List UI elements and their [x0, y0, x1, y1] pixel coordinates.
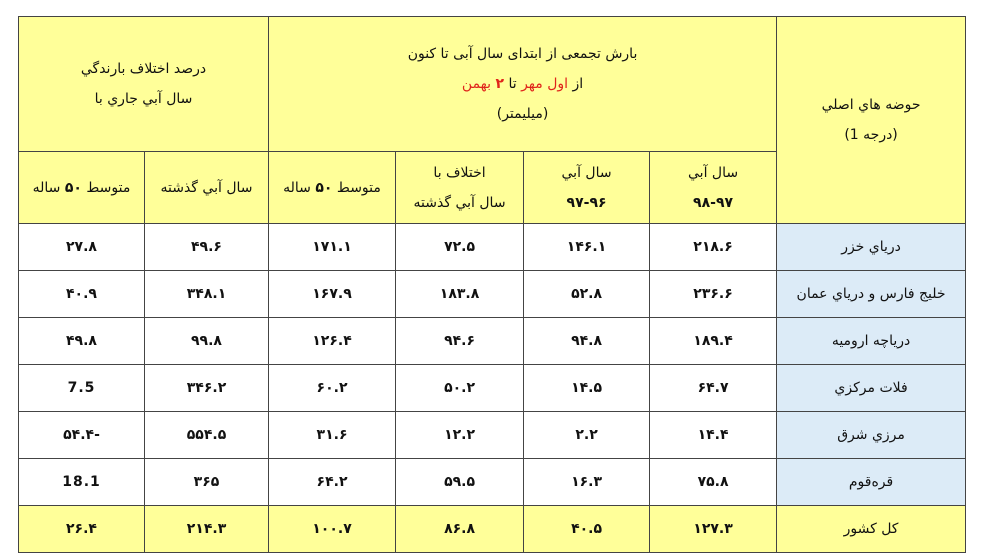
- value-avg50: ۱۶۷.۹: [269, 271, 396, 318]
- value-9697: ۲.۲: [524, 412, 650, 459]
- total-diff: ۸۶.۸: [396, 506, 524, 553]
- value-diff: ۱۲.۲: [396, 412, 524, 459]
- basins-title: حوضه هاي اصلي: [821, 97, 921, 113]
- table-row: [19, 318, 966, 365]
- period-start: اول مهر: [521, 76, 569, 92]
- basin-name: خليج فارس و درياي عمان: [777, 271, 966, 318]
- value-pct-last: ۹۹.۸: [145, 318, 269, 365]
- value-pct-avg: ۴۹.۸: [19, 318, 145, 365]
- value-diff: ۷۲.۵: [396, 224, 524, 271]
- value-pct-last: ۳۶۵: [145, 459, 269, 506]
- col-avg50-num: ۵۰: [315, 179, 333, 196]
- value-9798: ۷۵.۸: [650, 459, 777, 506]
- value-9798: ۲۱۸.۶: [650, 224, 777, 271]
- value-diff: ۵۹.۵: [396, 459, 524, 506]
- col-pct-avg-num: ۵۰: [64, 179, 82, 196]
- value-9697: ۱۴.۵: [524, 365, 650, 412]
- value-9798: ۱۸۹.۴: [650, 318, 777, 365]
- col-9697-label: سال آبي: [561, 164, 612, 181]
- cumulative-period: [269, 69, 776, 99]
- cumulative-title: بارش تجمعی از ابتدای سال آبی تا کنون: [407, 46, 638, 62]
- col-header-9798: [650, 152, 777, 224]
- value-9697: ۵۲.۸: [524, 271, 650, 318]
- value-9697: ۹۴.۸: [524, 318, 650, 365]
- value-diff: ۵۰.۲: [396, 365, 524, 412]
- rainfall-table: [18, 16, 966, 553]
- value-9697: ۱۴۶.۱: [524, 224, 650, 271]
- basin-name: مرزي شرق: [777, 412, 966, 459]
- value-9798: ۱۴.۴: [650, 412, 777, 459]
- table-row: [19, 412, 966, 459]
- col-header-pct-last: [145, 152, 269, 224]
- value-pct-last: ۳۴۸.۱: [145, 271, 269, 318]
- total-pct-avg: ۲۶.۴: [19, 506, 145, 553]
- basin-name: درياي خزر: [777, 224, 966, 271]
- value-9697: ۱۶.۳: [524, 459, 650, 506]
- total-name: کل کشور: [777, 506, 966, 553]
- basin-name: فلات مركزي: [777, 365, 966, 412]
- value-avg50: ۱۷۱.۱: [269, 224, 396, 271]
- basins-grade: (درجه 1): [844, 127, 898, 143]
- value-pct-avg: ۲۷.۸: [19, 224, 145, 271]
- table-row: [19, 459, 966, 506]
- cumulative-header-cell: [269, 17, 777, 152]
- value-avg50: ۱۲۶.۴: [269, 318, 396, 365]
- col-pct-avg-prefix: متوسط: [81, 179, 131, 196]
- col-avg50-suffix: ساله: [283, 179, 316, 196]
- total-avg50: ۱۰۰.۷: [269, 506, 396, 553]
- col-diff-line1: اختلاف با: [433, 164, 486, 181]
- value-pct-last: ۵۵۴.۵: [145, 412, 269, 459]
- basin-name: درياچه اروميه: [777, 318, 966, 365]
- value-pct-avg: 18.1: [19, 459, 145, 506]
- value-diff: ۱۸۳.۸: [396, 271, 524, 318]
- table-row: [19, 271, 966, 318]
- period-to: تا: [504, 76, 522, 92]
- col-diff-line2: سال آبي گذشته: [413, 194, 506, 211]
- total-row: [19, 506, 966, 553]
- value-9798: ۲۳۶.۶: [650, 271, 777, 318]
- col-header-pct-avg: [19, 152, 145, 224]
- value-pct-avg-negative: -۵۴.۴: [19, 412, 145, 459]
- col-9798-label: سال آبي: [688, 164, 739, 181]
- percent-subtitle: سال آبي جاري با: [94, 91, 193, 107]
- cumulative-unit: (میلیمتر): [496, 106, 549, 122]
- value-avg50: ۳۱.۶: [269, 412, 396, 459]
- basin-name: قره‌قوم: [777, 459, 966, 506]
- period-month: بهمن: [461, 76, 496, 92]
- col-pct-last-label: سال آبي گذشته: [160, 179, 253, 196]
- value-pct-last: ۴۹.۶: [145, 224, 269, 271]
- total-pct-last: ۲۱۴.۳: [145, 506, 269, 553]
- value-avg50: ۶۴.۲: [269, 459, 396, 506]
- header-row-top: [19, 17, 966, 152]
- value-avg50: ۶۰.۲: [269, 365, 396, 412]
- total-9798: ۱۲۷.۳: [650, 506, 777, 553]
- col-header-9697: [524, 152, 650, 224]
- percent-header-cell: [19, 17, 269, 152]
- value-pct-last: ۳۴۶.۲: [145, 365, 269, 412]
- period-from: از: [568, 76, 584, 92]
- value-9798: ۶۴.۷: [650, 365, 777, 412]
- col-pct-avg-suffix: ساله: [32, 179, 65, 196]
- col-header-avg50: [269, 152, 396, 224]
- percent-title: درصد اختلاف بارندگي: [80, 61, 207, 77]
- value-diff: ۹۴.۶: [396, 318, 524, 365]
- total-9697: ۴۰.۵: [524, 506, 650, 553]
- table-row: [19, 365, 966, 412]
- period-day: ۲: [495, 76, 505, 92]
- col-avg50-prefix: متوسط: [332, 179, 381, 196]
- basins-header-cell: [777, 17, 966, 224]
- value-pct-avg: 7.5: [19, 365, 145, 412]
- table-row: [19, 224, 966, 271]
- col-header-diff: [396, 152, 524, 224]
- col-9798-years: ۹۸-۹۷: [693, 194, 734, 211]
- col-9697-years: ۹۷-۹۶: [566, 194, 607, 211]
- value-pct-avg: ۴۰.۹: [19, 271, 145, 318]
